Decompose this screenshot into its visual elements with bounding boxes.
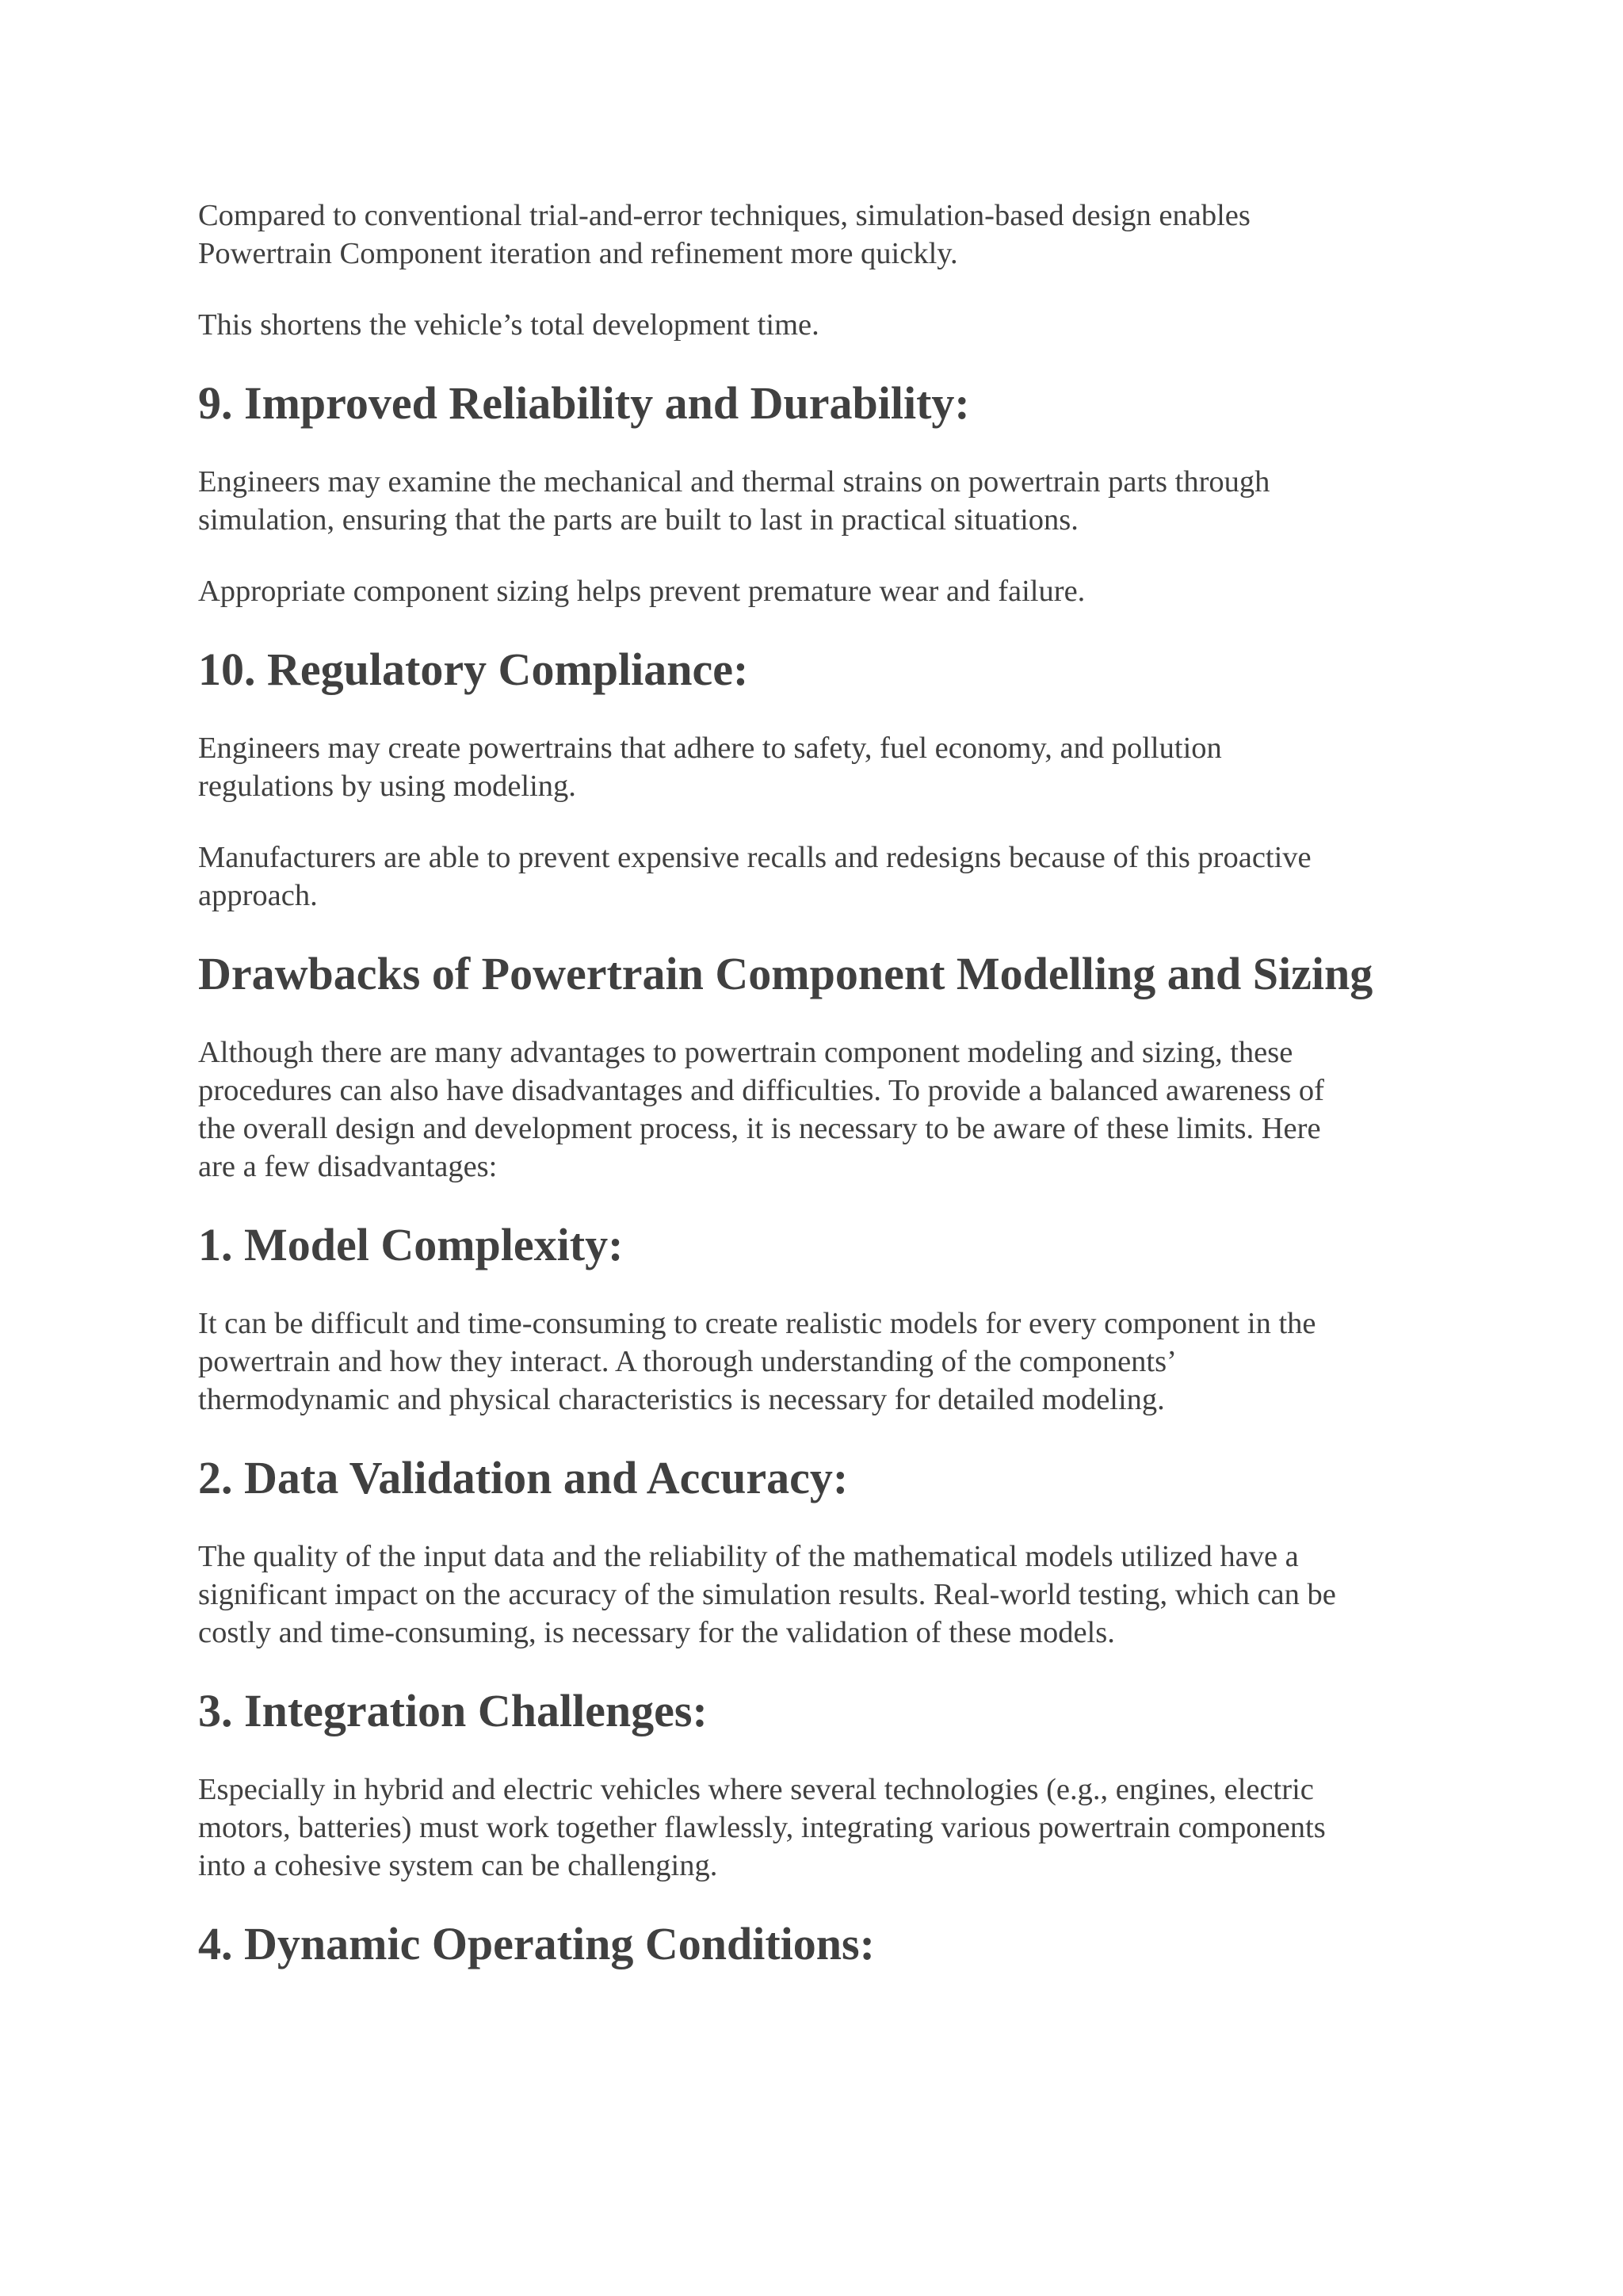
text-line: Powertrain Component iteration and refinement more quickly.	[198, 237, 958, 270]
text-line: powertrain and how they interact. A thorough understanding of the components’	[198, 1345, 1177, 1378]
paragraph	[198, 1033, 1434, 1186]
text-line: Compared to conventional trial-and-error techniques, simulation-based design enables	[198, 199, 1251, 232]
text-line: Appropriate component sizing helps prevent premature wear and failure.	[198, 575, 1086, 608]
section-heading-improved-reliability: 9. Improved Reliability and Durability:	[198, 377, 970, 429]
text-line: Although there are many advantages to powertrain component modeling and sizing, these	[198, 1036, 1293, 1069]
paragraph	[198, 839, 1434, 915]
text-line: Especially in hybrid and electric vehicles where several technologies (e.g., engines, electric	[198, 1773, 1314, 1806]
text-line: procedures can also have disadvantages and difficulties. To provide a balanced awareness of	[198, 1074, 1324, 1107]
section-heading-model-complexity: 1. Model Complexity:	[198, 1219, 624, 1270]
paragraph	[198, 306, 1434, 344]
section-heading-regulatory-compliance: 10. Regulatory Compliance:	[198, 644, 749, 695]
section-heading-dynamic-operating-conditions: 4. Dynamic Operating Conditions:	[198, 1918, 875, 1969]
text-line: regulations by using modeling.	[198, 770, 576, 803]
text-line: Engineers may examine the mechanical and thermal strains on powertrain parts through	[198, 465, 1270, 499]
paragraph	[198, 729, 1434, 805]
text-line: Engineers may create powertrains that adhere to safety, fuel economy, and pollution	[198, 732, 1222, 765]
text-line: motors, batteries) must work together flawlessly, integrating various powertrain components	[198, 1811, 1326, 1844]
section-heading-data-validation: 2. Data Validation and Accuracy:	[198, 1452, 849, 1503]
section-heading-drawbacks: Drawbacks of Powertrain Component Modelling and Sizing	[198, 948, 1373, 999]
text-line: It can be difficult and time-consuming to create realistic models for every component in the	[198, 1307, 1316, 1340]
text-line: significant impact on the accuracy of the simulation results. Real-world testing, which can be	[198, 1578, 1336, 1611]
paragraph	[198, 197, 1434, 273]
text-line: thermodynamic and physical characteristics is necessary for detailed modeling.	[198, 1383, 1165, 1416]
text-line: are a few disadvantages:	[198, 1150, 498, 1183]
text-line: Manufacturers are able to prevent expensive recalls and redesigns because of this proactive	[198, 841, 1312, 874]
section-heading-integration-challenges: 3. Integration Challenges:	[198, 1685, 708, 1736]
text-line: simulation, ensuring that the parts are built to last in practical situations.	[198, 503, 1079, 537]
text-line: costly and time-consuming, is necessary for the validation of these models.	[198, 1616, 1115, 1649]
text-line: the overall design and development process, it is necessary to be aware of these limits. Here	[198, 1112, 1321, 1145]
paragraph	[198, 463, 1434, 539]
paragraph	[198, 572, 1434, 610]
document-body	[198, 197, 1434, 2004]
text-line: into a cohesive system can be challenging.	[198, 1849, 718, 1882]
paragraph	[198, 1771, 1434, 1885]
paragraph	[198, 1538, 1434, 1652]
text-line: This shortens the vehicle’s total development time.	[198, 308, 819, 342]
text-line: approach.	[198, 879, 318, 912]
text-line: The quality of the input data and the reliability of the mathematical models utilized have a	[198, 1540, 1299, 1573]
paragraph	[198, 1305, 1434, 1419]
